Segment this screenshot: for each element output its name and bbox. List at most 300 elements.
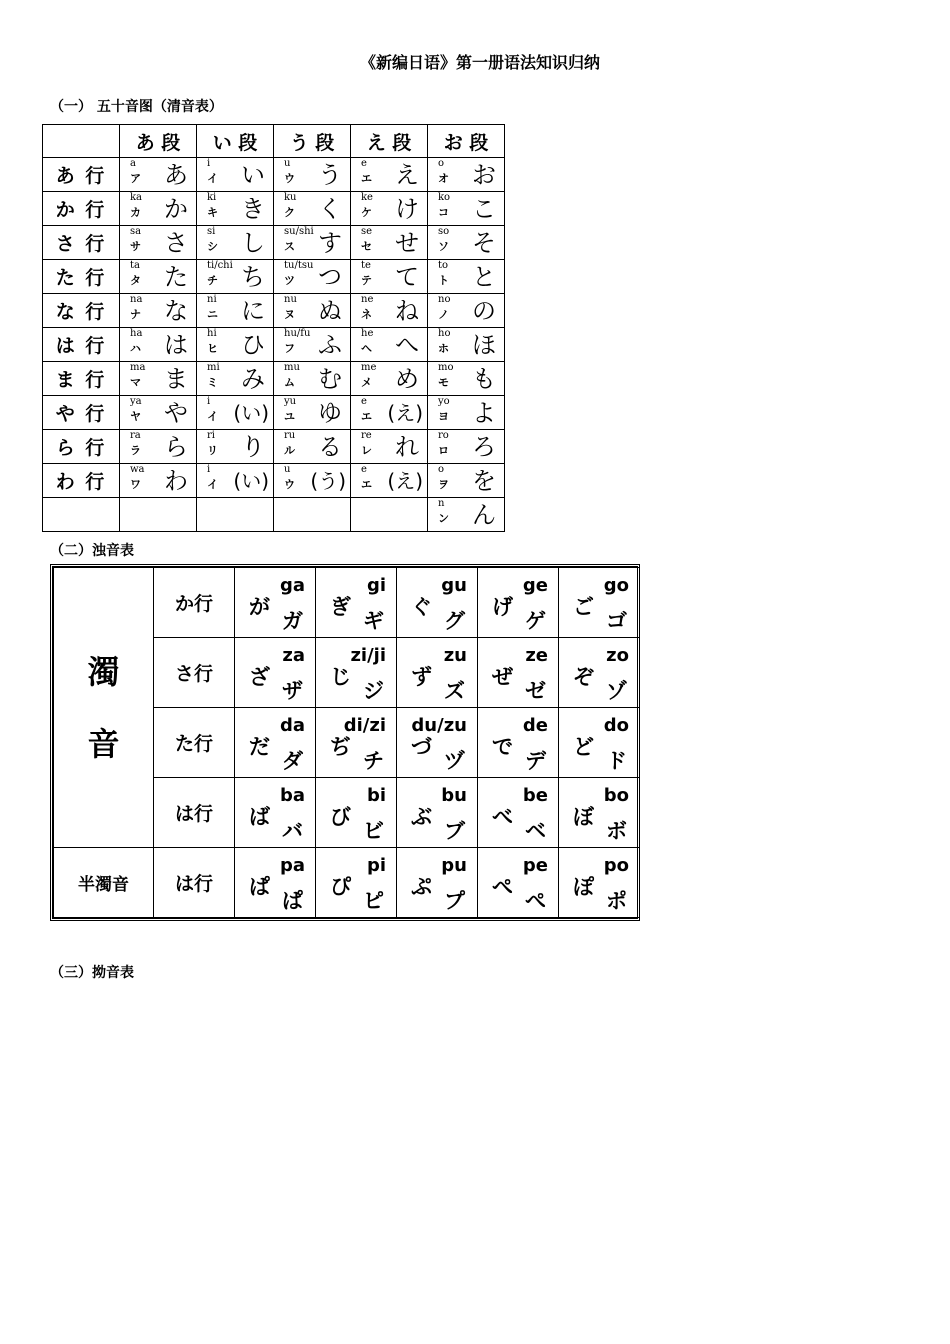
dakuon-kana-cell: [397, 709, 477, 777]
dakuon-kana-cell: [478, 639, 558, 707]
hiragana-label: の: [472, 297, 496, 325]
hiragana-label: ち: [241, 263, 265, 291]
hiragana-label: る: [318, 433, 342, 461]
katakana-label: カ: [130, 206, 141, 219]
seion-column-header: あ 段: [120, 125, 197, 158]
katakana-label: チ: [363, 748, 384, 773]
hiragana-label: も: [472, 365, 496, 393]
seion-row: [43, 226, 505, 260]
seion-cell: [120, 260, 197, 294]
seion-cell: [428, 464, 505, 498]
katakana-label: イ: [207, 172, 218, 185]
romaji-label: e: [361, 158, 367, 169]
katakana-label: ケ: [361, 206, 372, 219]
hiragana-label: に: [241, 297, 265, 325]
dakuon-cell: [235, 708, 316, 778]
romaji-label: po: [603, 854, 629, 876]
romaji-label: to: [438, 260, 449, 271]
seion-cell: [197, 294, 274, 328]
kana-cell: [120, 158, 196, 191]
kana-cell: [120, 396, 196, 429]
romaji-label: ya: [130, 396, 142, 407]
hiragana-label: り: [241, 433, 265, 461]
seion-cell: [274, 294, 351, 328]
katakana-label: サ: [130, 240, 141, 253]
kana-cell: [428, 362, 504, 395]
hiragana-label: や: [164, 399, 188, 427]
kana-cell: [351, 430, 427, 463]
dakuon-cell: [316, 638, 397, 708]
seion-cell: [197, 158, 274, 192]
katakana-label: ハ: [130, 342, 141, 355]
seion-cell: [197, 464, 274, 498]
katakana-label: ダ: [282, 748, 303, 773]
hiragana-label: げ: [492, 594, 513, 619]
seion-column-header: え 段: [351, 125, 428, 158]
katakana-label: ト: [438, 274, 449, 287]
kana-cell: [274, 294, 350, 327]
kana-cell: [274, 430, 350, 463]
katakana-label: ゴ: [606, 608, 627, 633]
kana-cell: [428, 430, 504, 463]
katakana-label: ヅ: [444, 748, 465, 773]
hiragana-label: (う): [310, 469, 346, 493]
handakuon-label: 半濁音: [54, 848, 154, 918]
romaji-label: hu/fu: [284, 328, 311, 339]
dakuon-kana-cell: [316, 709, 396, 777]
romaji-label: ru: [284, 430, 296, 441]
romaji-label: pa: [279, 854, 305, 876]
hiragana-label: え: [395, 161, 419, 189]
kana-cell: [274, 396, 350, 429]
document-title: 《新编日语》第一册语法知识归纳: [359, 53, 600, 72]
romaji-label: zi/ji: [350, 644, 386, 666]
katakana-label: フ: [284, 342, 295, 355]
seion-column-header: う 段: [274, 125, 351, 158]
romaji-label: he: [361, 328, 374, 339]
seion-cell: [197, 498, 274, 532]
romaji-label: mo: [438, 362, 454, 373]
hiragana-label: て: [395, 263, 419, 291]
hiragana-label: み: [241, 365, 265, 393]
seion-cell: [428, 396, 505, 430]
romaji-label: ba: [279, 784, 305, 806]
romaji-label: na: [130, 294, 143, 305]
hiragana-label: だ: [249, 734, 270, 759]
romaji-label: te: [361, 260, 371, 271]
seion-cell: [120, 294, 197, 328]
kana-cell: [120, 498, 196, 531]
dakuon-cell: [559, 708, 640, 778]
kana-cell: [197, 498, 273, 531]
kana-cell: [428, 158, 504, 191]
seion-cell: [197, 430, 274, 464]
romaji-label: nu: [284, 294, 297, 305]
romaji-label: wa: [130, 464, 145, 475]
romaji-label: e: [361, 464, 367, 475]
romaji-label: ne: [361, 294, 374, 305]
seion-cell: [351, 498, 428, 532]
kana-cell: [428, 260, 504, 293]
katakana-label: ポ: [606, 888, 627, 913]
katakana-label: ム: [284, 376, 295, 389]
dakuon-cell: [316, 778, 397, 848]
romaji-label: pe: [522, 854, 548, 876]
dakuon-kana-cell: [397, 639, 477, 707]
section-heading-dakuon: （二）浊音表: [50, 543, 134, 559]
seion-row: [43, 192, 505, 226]
katakana-label: エ: [361, 478, 372, 491]
kana-cell: [274, 362, 350, 395]
romaji-label: de: [522, 714, 548, 736]
katakana-label: ミ: [207, 376, 218, 389]
seion-cell: [120, 498, 197, 532]
hiragana-label: ん: [472, 501, 496, 529]
hiragana-label: せ: [395, 229, 419, 257]
romaji-label: yu: [284, 396, 297, 407]
dakuon-kana-cell: [316, 779, 396, 847]
hiragana-label: わ: [164, 467, 188, 495]
hiragana-label: か: [164, 195, 188, 223]
hiragana-label: す: [318, 229, 342, 257]
seion-row: [43, 464, 505, 498]
katakana-label: チ: [207, 274, 218, 287]
kana-cell: [351, 192, 427, 225]
kana-cell: [197, 464, 273, 497]
seion-cell: [351, 294, 428, 328]
romaji-label: ha: [130, 328, 143, 339]
dakuon-kana-cell: [397, 779, 477, 847]
romaji-label: go: [603, 574, 629, 596]
katakana-label: シ: [207, 240, 218, 253]
romaji-label: i: [207, 464, 211, 475]
romaji-label: i: [207, 158, 211, 169]
seion-row-label: ま 行: [43, 362, 120, 396]
dakuon-cell: [559, 568, 640, 638]
kana-cell: [428, 498, 504, 531]
seion-row-label: あ 行: [43, 158, 120, 192]
kana-cell: [351, 328, 427, 361]
katakana-label: バ: [282, 818, 303, 843]
dakuon-kana-cell: [397, 569, 477, 637]
kana-cell: [120, 328, 196, 361]
romaji-label: bu: [441, 784, 467, 806]
seion-cell: [428, 294, 505, 328]
romaji-label: ni: [207, 294, 217, 305]
hiragana-label: き: [241, 195, 265, 223]
katakana-label: ツ: [284, 274, 295, 287]
kana-cell: [120, 260, 196, 293]
dakuon-cell: [235, 568, 316, 638]
dakuon-cell: [397, 638, 478, 708]
katakana-label: イ: [207, 478, 218, 491]
dakuon-kana-cell: [235, 639, 315, 707]
katakana-label: ゾ: [606, 678, 627, 703]
katakana-label: ウ: [284, 172, 295, 185]
kana-cell: [197, 226, 273, 259]
romaji-label: za: [282, 644, 305, 666]
hiragana-label: (え): [387, 401, 423, 425]
seion-cell: [120, 396, 197, 430]
hiragana-label: お: [472, 161, 496, 189]
katakana-label: エ: [361, 172, 372, 185]
seion-cell: [197, 396, 274, 430]
hiragana-label: つ: [318, 263, 342, 291]
kana-cell: [351, 260, 427, 293]
romaji-label: u: [284, 464, 291, 475]
kana-cell: [197, 260, 273, 293]
katakana-label: イ: [207, 410, 218, 423]
section-heading-seion: （一） 五十音图（清音表）: [50, 99, 223, 115]
romaji-label: ke: [361, 192, 373, 203]
katakana-label: ネ: [361, 308, 372, 321]
romaji-label: o: [438, 464, 445, 475]
dakuon-row-label: か行: [154, 568, 235, 638]
katakana-label: ユ: [284, 410, 295, 423]
seion-row-label: た 行: [43, 260, 120, 294]
hiragana-label: ぞ: [573, 664, 594, 689]
seion-cell: [428, 362, 505, 396]
dakuon-row-label: は行: [154, 778, 235, 848]
seion-row-label: や 行: [43, 396, 120, 430]
katakana-label: エ: [361, 410, 372, 423]
romaji-label: mi: [207, 362, 220, 373]
kana-cell: [197, 362, 273, 395]
seion-row-label: さ 行: [43, 226, 120, 260]
seion-cell: [274, 226, 351, 260]
hiragana-label: れ: [395, 433, 419, 461]
romaji-label: hi: [207, 328, 217, 339]
dakuon-kana-cell: [316, 639, 396, 707]
romaji-label: be: [522, 784, 548, 806]
hiragana-label: ぜ: [492, 664, 513, 689]
katakana-label: ぺ: [525, 888, 546, 913]
romaji-label: se: [361, 226, 373, 237]
seion-cell: [274, 362, 351, 396]
katakana-label: レ: [361, 444, 372, 457]
kana-cell: [120, 362, 196, 395]
kana-cell: [274, 192, 350, 225]
romaji-label: ku: [284, 192, 297, 203]
hiragana-label: ぷ: [411, 874, 432, 899]
seion-row: [43, 362, 505, 396]
hiragana-label: あ: [164, 161, 188, 189]
romaji-label: gu: [441, 574, 467, 596]
seion-row: [43, 328, 505, 362]
katakana-label: メ: [361, 376, 372, 389]
dakuon-table-frame: [50, 564, 640, 921]
seion-cell: [274, 158, 351, 192]
katakana-label: デ: [525, 748, 546, 773]
romaji-label: me: [361, 362, 377, 373]
seion-cell: [351, 158, 428, 192]
katakana-label: ス: [284, 240, 295, 253]
hiragana-label: へ: [395, 331, 419, 359]
kana-cell: [351, 226, 427, 259]
kana-cell: [120, 430, 196, 463]
dakuon-cell: [559, 638, 640, 708]
hiragana-label: ぼ: [573, 804, 594, 829]
seion-cell: [197, 260, 274, 294]
dakuon-group-label: [54, 568, 154, 848]
katakana-label: ヤ: [130, 410, 141, 423]
katakana-label: ザ: [282, 678, 303, 703]
hiragana-label: ぎ: [330, 594, 351, 619]
hiragana-label: ね: [395, 297, 419, 325]
seion-cell: [274, 464, 351, 498]
romaji-label: i: [207, 396, 211, 407]
romaji-label: so: [438, 226, 450, 237]
seion-cell: [351, 192, 428, 226]
katakana-label: ヨ: [438, 410, 449, 423]
katakana-label: テ: [361, 274, 372, 287]
seion-cell: [428, 328, 505, 362]
romaji-label: bo: [603, 784, 629, 806]
kana-cell: [274, 328, 350, 361]
dakuon-kana-cell: [559, 569, 639, 637]
katakana-label: ロ: [438, 444, 449, 457]
seion-row: [43, 294, 505, 328]
katakana-label: ボ: [606, 818, 627, 843]
seion-row: [43, 498, 505, 532]
dakuon-cell: [478, 778, 559, 848]
romaji-label: ki: [207, 192, 217, 203]
hiragana-label: ざ: [249, 664, 270, 689]
katakana-label: ぱ: [282, 888, 303, 913]
dakuon-cell: [397, 708, 478, 778]
romaji-label: pi: [366, 854, 386, 876]
kana-cell: [351, 294, 427, 327]
seion-row-label: な 行: [43, 294, 120, 328]
seion-cell: [428, 260, 505, 294]
kana-cell: [428, 192, 504, 225]
kana-cell: [274, 260, 350, 293]
kana-cell: [120, 226, 196, 259]
kana-cell: [351, 158, 427, 191]
seion-cell: [351, 260, 428, 294]
seion-cell: [120, 192, 197, 226]
hiragana-label: ぺ: [492, 874, 513, 899]
dakuon-table: [53, 567, 640, 918]
romaji-label: ge: [522, 574, 548, 596]
dakuon-cell: [235, 778, 316, 848]
seion-cell: [428, 498, 505, 532]
seion-cell: [274, 260, 351, 294]
romaji-label: tu/tsu: [284, 260, 314, 271]
seion-cell: [120, 328, 197, 362]
hiragana-label: が: [249, 594, 270, 619]
katakana-label: キ: [207, 206, 218, 219]
hiragana-label: づ: [411, 734, 432, 759]
romaji-label: su/shi: [284, 226, 314, 237]
seion-cell: [120, 226, 197, 260]
katakana-label: ギ: [363, 608, 384, 633]
katakana-label: ド: [606, 748, 627, 773]
katakana-label: ヘ: [361, 342, 372, 355]
seion-cell: [274, 396, 351, 430]
seion-column-header: お 段: [428, 125, 505, 158]
romaji-label: ka: [130, 192, 143, 203]
dakuon-kana-cell: [559, 639, 639, 707]
katakana-label: ル: [284, 444, 295, 457]
dakuon-kana-cell: [235, 709, 315, 777]
dakuon-cell: [478, 708, 559, 778]
seion-cell: [274, 328, 351, 362]
seion-header-row: [43, 125, 505, 158]
romaji-label: do: [603, 714, 629, 736]
seion-cell: [351, 430, 428, 464]
romaji-label: di/zi: [343, 714, 386, 736]
katakana-label: ソ: [438, 240, 449, 253]
romaji-label: si: [207, 226, 216, 237]
seion-cell: [120, 430, 197, 464]
romaji-label: ze: [525, 644, 548, 666]
katakana-label: ベ: [525, 818, 546, 843]
romaji-label: ko: [438, 192, 451, 203]
seion-row: [43, 430, 505, 464]
katakana-label: ジ: [363, 678, 384, 703]
kana-cell: [197, 396, 273, 429]
romaji-label: ma: [130, 362, 146, 373]
hiragana-label: そ: [472, 229, 496, 257]
katakana-label: リ: [207, 444, 218, 457]
seion-cell: [428, 226, 505, 260]
romaji-label: du/zu: [411, 714, 467, 736]
katakana-label: ビ: [363, 818, 384, 843]
hiragana-label: ふ: [318, 331, 342, 359]
seion-cell: [274, 498, 351, 532]
hiragana-label: ぱ: [249, 874, 270, 899]
romaji-label: sa: [130, 226, 142, 237]
hiragana-label: ろ: [472, 433, 496, 461]
romaji-label: ti/chi: [207, 260, 233, 271]
hiragana-label: め: [395, 365, 419, 393]
dakuon-kana-cell: [397, 849, 477, 917]
section-heading-youon: （三）拗音表: [50, 965, 134, 981]
romaji-label: n: [438, 498, 445, 509]
hiragana-label: じ: [330, 664, 351, 689]
hiragana-label: ま: [164, 365, 188, 393]
katakana-label: ワ: [130, 478, 141, 491]
hiragana-label: く: [318, 195, 342, 223]
dakuon-kana-cell: [478, 779, 558, 847]
hiragana-label: ぐ: [411, 594, 432, 619]
romaji-label: yo: [438, 396, 450, 407]
romaji-label: ga: [279, 574, 305, 596]
katakana-label: モ: [438, 376, 449, 389]
seion-cell: [120, 464, 197, 498]
romaji-label: ta: [130, 260, 140, 271]
seion-cell: [428, 158, 505, 192]
seion-cell: [351, 464, 428, 498]
dakuon-cell: [316, 568, 397, 638]
kana-cell: [274, 226, 350, 259]
hiragana-label: し: [241, 229, 265, 257]
dakuon-kana-cell: [235, 849, 315, 917]
seion-cell: [351, 362, 428, 396]
dakuon-kana-cell: [478, 569, 558, 637]
hiragana-label: ど: [573, 734, 594, 759]
romaji-label: ra: [130, 430, 141, 441]
dakuon-kana-cell: [559, 779, 639, 847]
dakuon-cell: [235, 638, 316, 708]
kana-cell: [120, 192, 196, 225]
hiragana-label: ぶ: [411, 804, 432, 829]
kana-cell: [428, 464, 504, 497]
seion-cell: [120, 362, 197, 396]
dakuon-row-label: は行: [154, 848, 235, 918]
hiragana-label: べ: [492, 804, 513, 829]
